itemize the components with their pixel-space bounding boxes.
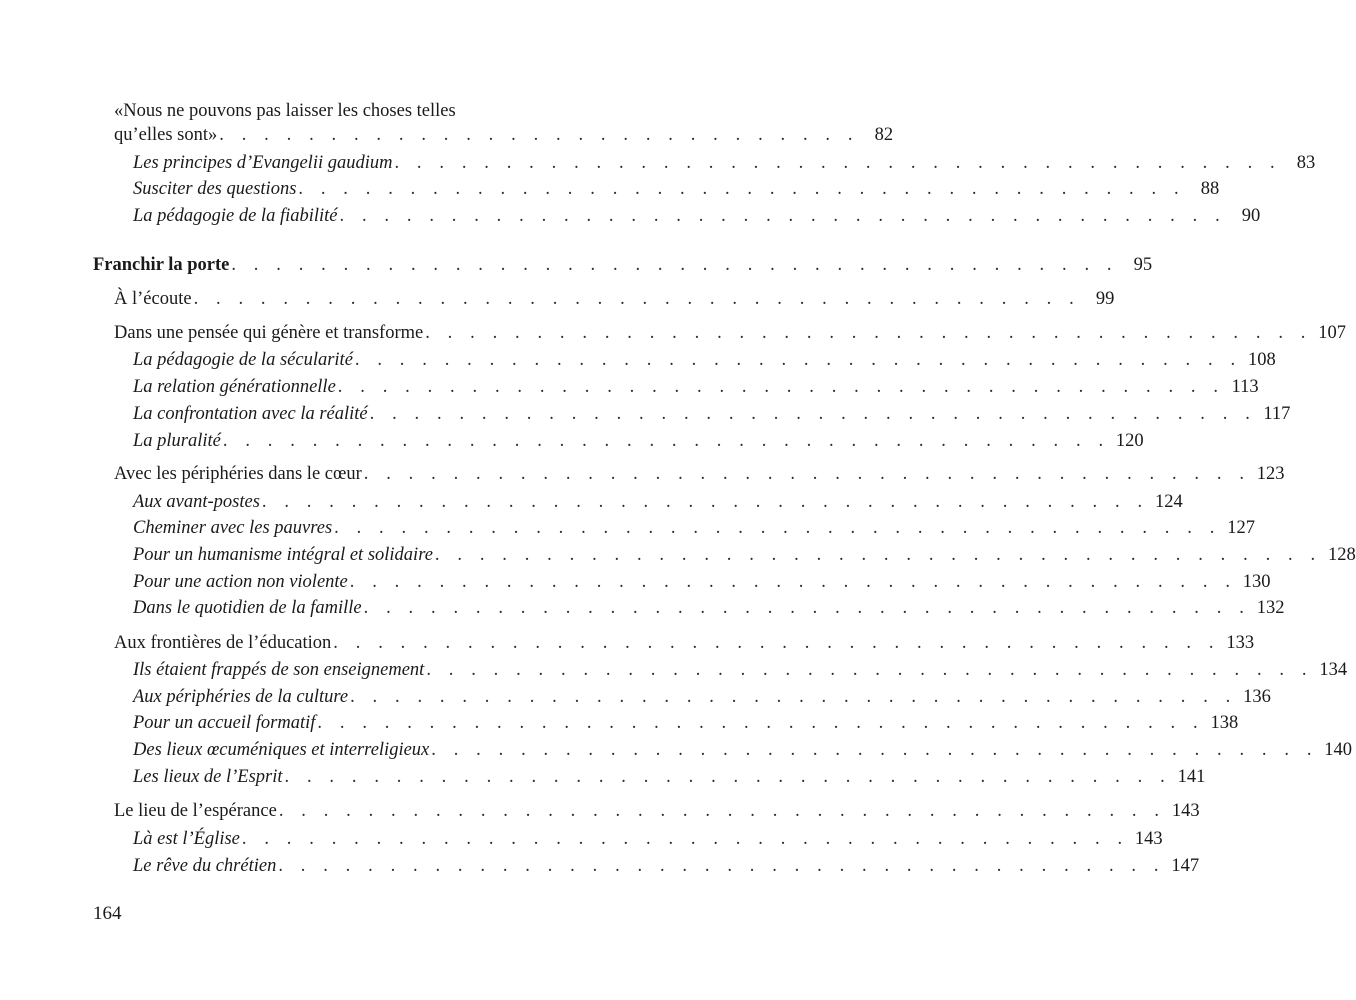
dot-leader: . . . . . . . . . . . . . . . . . . . . . . . . . . . . . . . . . . . . . . . . (241, 829, 1129, 849)
toc-entry-title: Aux avant-postes (133, 492, 260, 512)
toc-entry-page: 123 (1256, 464, 1285, 484)
toc-section-entry (133, 571, 1271, 593)
toc-section-entry (133, 597, 1285, 619)
dot-leader: . . . . . . . . . . . . . . . . . . . . . . . . . . . . . . . . . . . . . . . . (193, 289, 1081, 309)
toc-entry-title: Susciter des questions (133, 179, 297, 199)
toc-entry-page: 136 (1243, 687, 1271, 707)
toc-entry-page: 132 (1256, 598, 1285, 618)
dot-leader: . . . . . . . . . . . . . . . . . . . . . . . . . . . . . . . . . . . . . . . . (394, 153, 1282, 173)
toc-section-entry (133, 205, 1261, 227)
toc-entry-page: 124 (1154, 492, 1183, 512)
toc-section-entry (133, 376, 1259, 398)
toc-entry-page: 82 (874, 125, 894, 145)
toc-entry-page: 143 (1171, 801, 1200, 821)
toc-entry-page: 128 (1327, 545, 1356, 565)
toc-entry-title: Des lieux œcuméniques et interreligieux (133, 740, 430, 760)
dot-leader: . . . . . . . . . . . . . . . . . . . . . . . . . . . . . . . . . . . . . . . . (363, 598, 1251, 618)
toc-entry-title: Les lieux de l’Esprit (133, 767, 283, 787)
toc-entry-page: 88 (1200, 179, 1220, 199)
toc-chapter-entry (114, 463, 1285, 485)
dot-leader: . . . . . . . . . . . . . . . . . . . . . . . . . . . . . . . . . . . . . . . . (278, 801, 1166, 821)
dot-leader: . . . . . . . . . . . . . . . . . . . . . . . . . . . . . (219, 125, 860, 145)
toc-entry-title: Avec les périphéries dans le cœur (114, 464, 362, 484)
toc-entry (114, 124, 894, 146)
dot-leader: . . . . . . . . . . . . . . . . . . . . . . . . . . . . . . . . . . . . . . . . (284, 767, 1172, 787)
toc-entry-page: 120 (1115, 431, 1144, 451)
dot-leader: . . . . . . . . . . . . . . . . . . . . . . . . . . . . . . . . . . . . . . . . (278, 856, 1166, 876)
dot-leader: . . . . . . . . . . . . . . . . . . . . . . . . . . . . . . . . . . . . . . . . (350, 687, 1237, 707)
toc-entry-title: La pluralité (133, 431, 221, 451)
toc-section-entry (133, 659, 1348, 681)
toc-entry-page: 134 (1319, 660, 1348, 680)
dot-leader: . . . . . . . . . . . . . . . . . . . . . . . . . . . . . . . . . . . . . . . . (231, 255, 1119, 275)
toc-entry-title: À l’écoute (114, 289, 192, 309)
toc-section-entry (133, 178, 1220, 200)
toc-entry-page: 95 (1133, 255, 1153, 275)
toc-entry-page: 133 (1226, 633, 1255, 653)
toc-section-entry (133, 686, 1271, 708)
toc-entry-title: La pédagogie de la sécularité (133, 350, 353, 370)
dot-leader: . . . . . . . . . . . . . . . . . . . . . . . . . . . . . . . . . . . . . . . . (339, 206, 1227, 226)
toc-chapter-entry (114, 632, 1255, 654)
toc-entry-title: Aux périphéries de la culture (133, 687, 349, 707)
dot-leader: . . . . . . . . . . . . . . . . . . . . . . . . . . . . . . . . . . . . . . . . (369, 404, 1257, 424)
toc-entry-page: 127 (1227, 518, 1255, 538)
toc-section-entry (133, 517, 1255, 539)
toc-entry-title: Cheminer avec les pauvres (133, 518, 333, 538)
toc-entry-page: 138 (1210, 713, 1239, 733)
toc-entry-title: Dans le quotidien de la famille (133, 598, 362, 618)
toc-chapter-entry (114, 800, 1200, 822)
toc-entry-page: 113 (1231, 377, 1259, 397)
dot-leader: . . . . . . . . . . . . . . . . . . . . . . . . . . . . . . . . . . . . . . . . (349, 572, 1237, 592)
toc-section-entry (133, 739, 1353, 761)
page-number: 164 (93, 903, 122, 924)
toc-entry-title: Pour un humanisme intégral et solidaire (133, 545, 433, 565)
toc-entry-page: 107 (1318, 323, 1347, 343)
toc-entry-title: Ils étaient frappés de son enseignement (133, 660, 425, 680)
toc-entry-title: Dans une pensée qui génère et transforme (114, 323, 424, 343)
toc-section-entry (133, 766, 1206, 788)
toc-entry-page: 99 (1095, 289, 1115, 309)
toc-section-entry (133, 403, 1291, 425)
dot-leader: . . . . . . . . . . . . . . . . . . . . . . . . . . . . . . . . . . . . . . . . (431, 740, 1319, 760)
dot-leader: . . . . . . . . . . . . . . . . . . . . . . . . . . . . . . . . . . . . . . . . (354, 350, 1242, 370)
toc-entry-title: Le rêve du chrétien (133, 856, 277, 876)
toc-entry-title: Franchir la porte (93, 255, 230, 275)
toc-entry-page: 143 (1134, 829, 1163, 849)
toc-entry-page: 108 (1247, 350, 1276, 370)
dot-leader: . . . . . . . . . . . . . . . . . . . . . . . . . . . . . . . . . . . . . . . . (334, 518, 1221, 538)
toc-entry-title: Aux frontières de l’éducation (114, 633, 332, 653)
toc-chapter-entry (114, 288, 1115, 310)
toc-entry-title: Le lieu de l’espérance (114, 801, 277, 821)
dot-leader: . . . . . . . . . . . . . . . . . . . . . . . . . . . . . . . . . . . . . . . . (434, 545, 1322, 565)
toc-entry-title: Là est l’Église (133, 829, 240, 849)
dot-leader: . . . . . . . . . . . . . . . . . . . . . . . . . . . . . . . . . . . . . . . . (426, 660, 1314, 680)
toc-section-entry (133, 430, 1144, 452)
toc-section-entry (133, 152, 1316, 174)
toc-entry-title: La pédagogie de la fiabilité (133, 206, 338, 226)
toc-entry-title: Pour un accueil formatif (133, 713, 316, 733)
toc-entry-page: 130 (1242, 572, 1271, 592)
toc-entry-page: 147 (1171, 856, 1200, 876)
dot-leader: . . . . . . . . . . . . . . . . . . . . . . . . . . . . . . . . . . . . . . . . (425, 323, 1313, 343)
toc-entry-title: La confrontation avec la réalité (133, 404, 368, 424)
toc-section-entry (133, 544, 1356, 566)
toc-section-entry (133, 828, 1163, 850)
toc-chapter-entry (114, 322, 1347, 344)
toc-section-entry (133, 349, 1276, 371)
toc-entry-page: 90 (1241, 206, 1261, 226)
dot-leader: . . . . . . . . . . . . . . . . . . . . . . . . . . . . . . . . . . . . . . . . (337, 377, 1225, 397)
toc-entry-title: Les principes d’Evangelii gaudium (133, 153, 393, 173)
toc-entry-title: qu’elles sont» (114, 125, 218, 145)
toc-section-entry (133, 855, 1200, 877)
toc-part-entry (93, 254, 1153, 276)
dot-leader: . . . . . . . . . . . . . . . . . . . . . . . . . . . . . . . . . . . . . . . . (261, 492, 1149, 512)
toc-section-entry (133, 712, 1239, 734)
toc-entry-title: La relation générationnelle (133, 377, 336, 397)
toc-entry-page: 117 (1263, 404, 1291, 424)
dot-leader: . . . . . . . . . . . . . . . . . . . . . . . . . . . . . . . . . . . . . . . . (317, 713, 1205, 733)
dot-leader: . . . . . . . . . . . . . . . . . . . . . . . . . . . . . . . . . . . . . . . . (333, 633, 1221, 653)
dot-leader: . . . . . . . . . . . . . . . . . . . . . . . . . . . . . . . . . . . . . . . . (363, 464, 1251, 484)
toc-entry-page: 140 (1324, 740, 1353, 760)
toc-entry-page: 141 (1177, 767, 1206, 787)
toc-entry-page: 83 (1296, 153, 1316, 173)
toc-entry-first-line: «Nous ne pouvons pas laisser les choses telles (114, 101, 456, 121)
dot-leader: . . . . . . . . . . . . . . . . . . . . . . . . . . . . . . . . . . . . . . . . (298, 179, 1186, 199)
toc-entry-title: Pour une action non violente (133, 572, 348, 592)
toc-section-entry (133, 491, 1183, 513)
dot-leader: . . . . . . . . . . . . . . . . . . . . . . . . . . . . . . . . . . . . . . . . (222, 431, 1110, 451)
